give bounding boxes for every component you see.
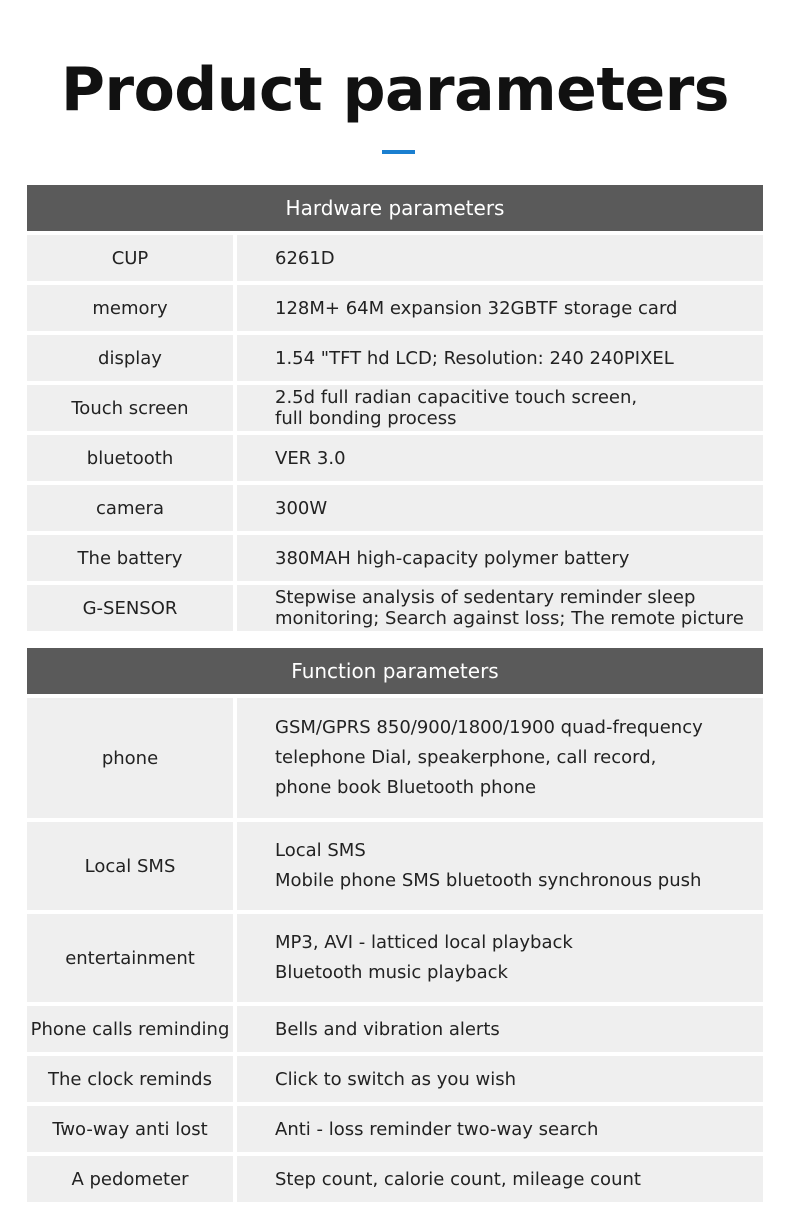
table-row [27, 285, 763, 331]
parameter-value: 300W [237, 485, 763, 531]
parameter-value: VER 3.0 [237, 435, 763, 481]
parameter-label: CUP [27, 235, 233, 281]
parameter-label: phone [27, 698, 233, 818]
table-row [27, 485, 763, 531]
parameter-label: camera [27, 485, 233, 531]
parameter-value: Local SMS Mobile phone SMS bluetooth synchronous push [237, 822, 763, 910]
parameter-value: Anti - loss reminder two-way search [237, 1106, 763, 1152]
table-row [27, 1156, 763, 1202]
table-row [27, 235, 763, 281]
parameter-value: 2.5d full radian capacitive touch screen, full bonding process [237, 385, 763, 431]
function-section-header: Function parameters [27, 648, 763, 694]
table-row [27, 385, 763, 431]
parameter-label: memory [27, 285, 233, 331]
table-row [27, 1006, 763, 1052]
parameter-value: Stepwise analysis of sedentary reminder sleep monitoring; Search against loss; The remote picture [237, 585, 763, 631]
parameter-label: display [27, 335, 233, 381]
parameter-value: MP3, AVI - latticed local playback Bluetooth music playback [237, 914, 763, 1002]
parameter-value: 380MAH high-capacity polymer battery [237, 535, 763, 581]
hardware-parameters-table [27, 185, 763, 631]
title-accent-bar [382, 150, 415, 154]
table-row [27, 698, 763, 818]
parameter-label: Phone calls reminding [27, 1006, 233, 1052]
table-row [27, 1106, 763, 1152]
parameter-value: Click to switch as you wish [237, 1056, 763, 1102]
parameter-value: 1.54 "TFT hd LCD; Resolution: 240 240PIXEL [237, 335, 763, 381]
page-title: Product parameters [61, 55, 729, 125]
table-row [27, 822, 763, 910]
table-row [27, 535, 763, 581]
parameter-value: 6261D [237, 235, 763, 281]
parameter-value: GSM/GPRS 850/900/1800/1900 quad-frequency telephone Dial, speakerphone, call record, phone book Bluetooth phone [237, 698, 763, 818]
parameter-label: Local SMS [27, 822, 233, 910]
table-row [27, 585, 763, 631]
parameter-value: Step count, calorie count, mileage count [237, 1156, 763, 1202]
parameter-label: The clock reminds [27, 1056, 233, 1102]
hardware-section-header: Hardware parameters [27, 185, 763, 231]
parameter-label: bluetooth [27, 435, 233, 481]
parameter-label: Two-way anti lost [27, 1106, 233, 1152]
table-row [27, 435, 763, 481]
parameter-label: Touch screen [27, 385, 233, 431]
function-parameters-table [27, 648, 763, 1202]
parameter-value: 128M+ 64M expansion 32GBTF storage card [237, 285, 763, 331]
parameter-label: A pedometer [27, 1156, 233, 1202]
table-row [27, 335, 763, 381]
parameter-label: entertainment [27, 914, 233, 1002]
parameter-label: G-SENSOR [27, 585, 233, 631]
table-row [27, 1056, 763, 1102]
parameter-label: The battery [27, 535, 233, 581]
parameter-value: Bells and vibration alerts [237, 1006, 763, 1052]
table-row [27, 914, 763, 1002]
